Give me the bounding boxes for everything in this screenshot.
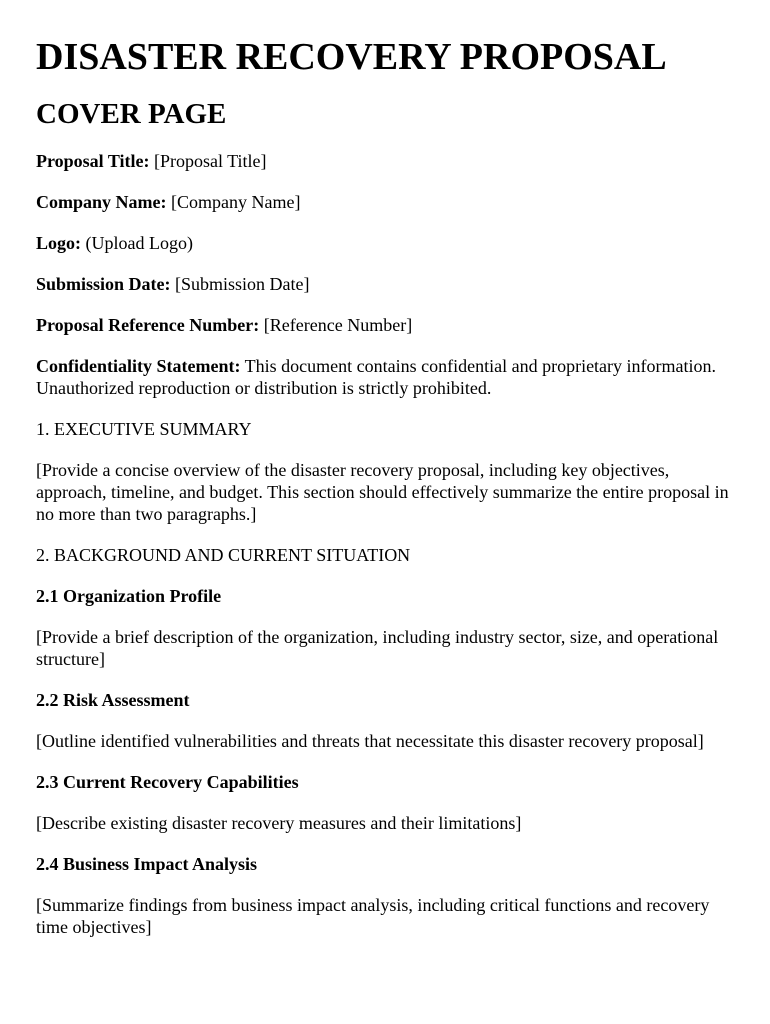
- field-value: (Upload Logo): [81, 233, 193, 253]
- field-label: Submission Date:: [36, 274, 171, 294]
- cover-page-heading: COVER PAGE: [36, 98, 227, 130]
- field-value: [Company Name]: [166, 192, 301, 212]
- field-submission-date: [36, 273, 740, 295]
- document-title: DISASTER RECOVERY PROPOSAL: [36, 36, 667, 78]
- subsection-heading-risk-assessment: 2.2 Risk Assessment: [36, 690, 190, 710]
- field-company-name: [36, 191, 740, 213]
- risk-assessment-text: [Outline identified vulnerabilities and threats that necessitate this disaster recovery proposal]: [36, 731, 704, 751]
- field-label: Logo:: [36, 233, 81, 253]
- field-confidentiality-statement: [36, 355, 740, 399]
- field-value: [Proposal Title]: [149, 151, 267, 171]
- business-impact-analysis-text: [Summarize findings from business impact analysis, including critical functions and recovery time objectives]: [36, 895, 710, 937]
- subsection-heading-business-impact-analysis: 2.4 Business Impact Analysis: [36, 854, 258, 874]
- field-reference-number: [36, 314, 740, 336]
- field-value: [Reference Number]: [259, 315, 413, 335]
- current-recovery-capabilities-text: [Describe existing disaster recovery measures and their limitations]: [36, 813, 522, 833]
- field-logo: [36, 232, 740, 254]
- section-heading-executive-summary: 1. EXECUTIVE SUMMARY: [36, 419, 252, 439]
- field-value: [Submission Date]: [170, 274, 310, 294]
- field-label: Proposal Title:: [36, 151, 150, 171]
- subsection-heading-organization-profile: 2.1 Organization Profile: [36, 586, 222, 606]
- field-label: Proposal Reference Number:: [36, 315, 260, 335]
- field-proposal-title: [36, 150, 740, 172]
- section-heading-background: 2. BACKGROUND AND CURRENT SITUATION: [36, 545, 411, 565]
- field-label: Company Name:: [36, 192, 167, 212]
- subsection-heading-current-recovery-capabilities: 2.3 Current Recovery Capabilities: [36, 772, 299, 792]
- organization-profile-text: [Provide a brief description of the organization, including industry sector, size, and operational structure]: [36, 627, 719, 669]
- field-value: This document contains confidential and proprietary information. Unauthorized reproduction or distribution is strictly prohibited.: [36, 356, 717, 398]
- executive-summary-text: [Provide a concise overview of the disaster recovery proposal, including key objectives, approach, timeline, and budget. This section should effectively summarize the entire proposal in no more than two paragraphs.]: [36, 460, 729, 524]
- field-label: Confidentiality Statement:: [36, 356, 241, 376]
